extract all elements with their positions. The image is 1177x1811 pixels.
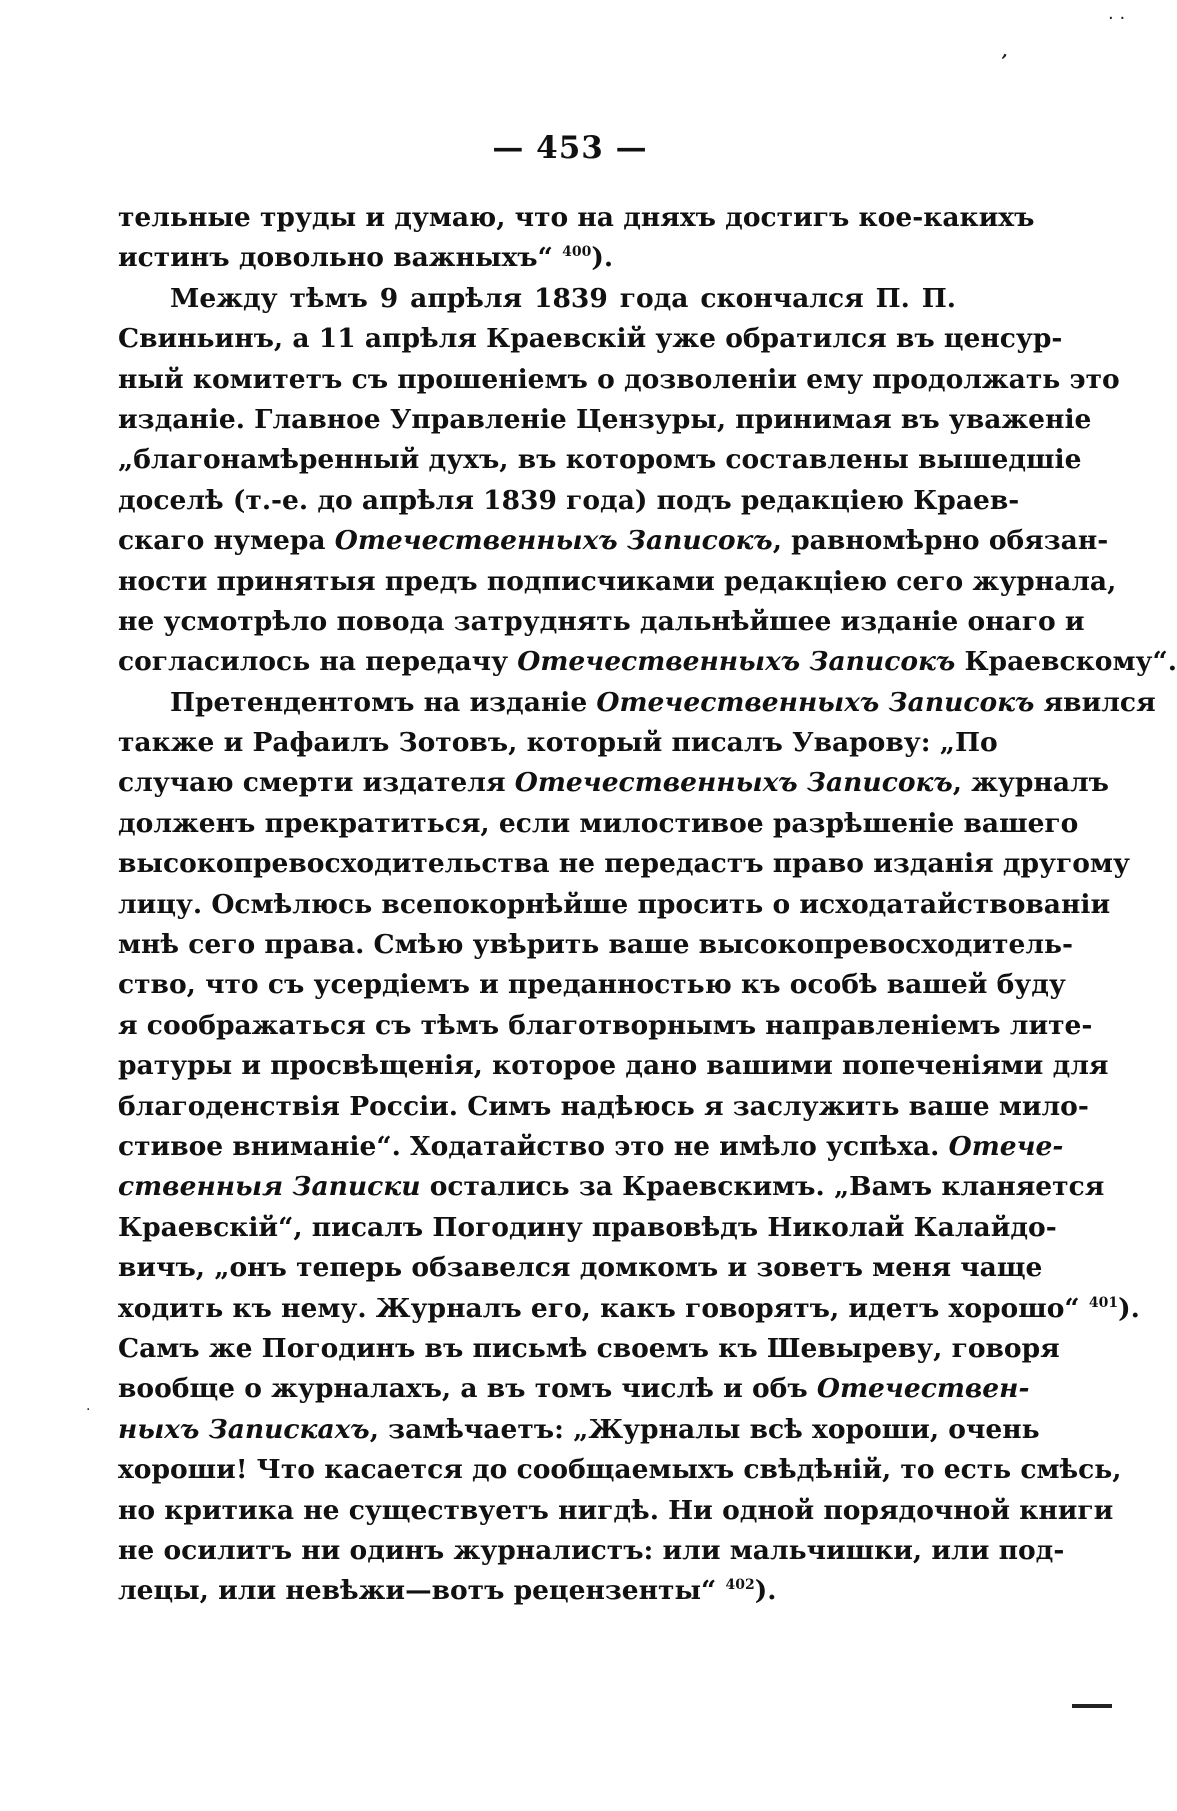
scan-speck: · — [86, 1402, 91, 1418]
text-line — [118, 602, 1085, 642]
text-line — [118, 1410, 1040, 1450]
scan-speck: · · — [1108, 8, 1126, 29]
text-run: я соображаться съ тѣмъ благотворнымъ направленіемъ лите- — [118, 1009, 1093, 1041]
text-run: Краевскій“, писалъ Погодину правовѣдъ Николай Калайдо- — [118, 1211, 1057, 1243]
text-run: ). — [1118, 1292, 1140, 1324]
text-run: ). — [591, 242, 614, 274]
text-line — [118, 562, 1117, 602]
text-run: Претендентомъ на изданіе — [170, 686, 597, 718]
text-run: „благонамѣренный духъ, въ которомъ составлены вышедшіе — [118, 444, 1082, 476]
footnote-ref: 400 — [562, 244, 592, 261]
text-line — [118, 238, 956, 278]
text-line — [118, 360, 1120, 400]
text-line — [118, 400, 1092, 440]
text-line — [118, 198, 1035, 238]
footnote-ref: 401 — [1088, 1294, 1119, 1311]
text-run: истинъ довольно важныхъ“ — [118, 242, 563, 274]
text-line — [118, 683, 1156, 723]
text-line — [118, 723, 998, 763]
text-run: ство, что съ усердіемъ и преданностью къ особѣ вашей буду — [118, 969, 1066, 1001]
text-run: ратуры и просвѣщенія, которое дано вашими попеченіями для — [118, 1050, 1109, 1082]
text-line — [118, 804, 1079, 844]
scan-mark: , — [998, 37, 1015, 64]
text-line — [118, 1046, 1109, 1086]
text-run: остались за Краевскимъ. „Вамъ кланяется — [420, 1171, 1105, 1203]
text-run: хороши! Что касается до сообщаемыхъ свѣдѣній, то есть смѣсь, — [118, 1454, 1122, 1486]
text-line — [118, 481, 1020, 521]
text-run: доселѣ (т.-е. до апрѣля 1839 года) подъ редакціею Краев- — [118, 484, 1020, 516]
text-run: вообще о журналахъ, а въ томъ числѣ и объ — [118, 1373, 817, 1405]
footnote-ref: 402 — [725, 1577, 755, 1594]
text-run: ). — [754, 1575, 777, 1607]
italic-title: Отечествен- — [816, 1373, 1030, 1405]
text-line — [118, 521, 1109, 561]
italic-title: Отечественныхъ Записокъ — [514, 767, 953, 799]
scan-dash-mark — [1072, 1704, 1112, 1708]
text-run: , журналъ — [952, 767, 1110, 799]
text-line — [118, 319, 1063, 359]
body-text — [118, 198, 1177, 1612]
text-line — [118, 279, 956, 319]
text-run: высокопревосходительства не передастъ право изданія другому — [118, 848, 1130, 880]
text-line — [118, 1087, 1089, 1127]
text-run: скаго нумера — [118, 525, 335, 557]
text-line — [118, 1167, 1105, 1207]
text-run: Свиньинъ, а 11 апрѣля Краевскій уже обратился въ ценсур- — [118, 323, 1063, 355]
text-run: лецы, или невѣжи—вотъ рецензенты“ — [118, 1575, 726, 1607]
text-run: Самъ же Погодинъ въ письмѣ своемъ къ Шевыреву, говоря — [118, 1332, 1060, 1364]
text-run: не усмотрѣло повода затруднять дальнѣйшее изданіе онаго и — [118, 605, 1085, 637]
text-run: ходить къ нему. Журналъ его, какъ говорятъ, идетъ хорошо“ — [118, 1292, 1089, 1324]
text-line — [118, 1006, 1093, 1046]
text-run: ный комитетъ съ прошеніемъ о дозволеніи ему продолжать это — [118, 363, 1120, 395]
text-line — [118, 440, 1082, 480]
italic-title: Отечественныхъ Записокъ — [334, 525, 773, 557]
text-line — [118, 1208, 1057, 1248]
text-line — [118, 763, 1110, 803]
text-run: вичъ, „онъ теперь обзавелся домкомъ и зоветъ меня чаще — [118, 1252, 1043, 1284]
text-line — [118, 1369, 1030, 1409]
text-run: , замѣчаетъ: „Журналы всѣ хороши, очень — [369, 1413, 1040, 1445]
text-run: согласилось на передачу — [118, 646, 518, 678]
text-run: долженъ прекратиться, если милостивое разрѣшеніе вашего — [118, 807, 1079, 839]
text-line — [118, 1491, 1114, 1531]
text-run: , равномѣрно обязан- — [772, 525, 1109, 557]
italic-title: Отече- — [948, 1130, 1064, 1162]
text-line — [118, 1289, 1140, 1329]
text-run: мнѣ сего права. Смѣю увѣрить ваше высокопревосходитель- — [118, 929, 1074, 961]
text-run: явился — [1034, 686, 1156, 718]
text-run: стивое вниманіе“. Ходатайство это не имѣло успѣха. — [118, 1130, 949, 1162]
text-run: лицу. Осмѣлюсь всепокорнѣйше просить о исходатайствованіи — [118, 888, 1111, 920]
text-line — [118, 1127, 1064, 1167]
page-number: — 453 — — [492, 130, 648, 166]
text-line — [118, 1248, 1043, 1288]
text-run: случаю смерти издателя — [118, 767, 515, 799]
text-line — [118, 885, 1111, 925]
text-run: изданіе. Главное Управленіе Цензуры, принимая въ уваженіе — [118, 403, 1092, 435]
italic-title: ственныя Записки — [118, 1171, 421, 1203]
text-run: благоденствія Россіи. Симъ надѣюсь я заслужить ваше мило- — [118, 1090, 1089, 1122]
text-line — [118, 925, 1074, 965]
text-run: ности принятыя предъ подписчиками редакціею сего журнала, — [118, 565, 1117, 597]
text-run: тельные труды и думаю, что на дняхъ достигъ кое-какихъ — [118, 202, 1035, 233]
text-line — [118, 965, 1066, 1005]
text-run: Краевскому“. — [955, 646, 1177, 678]
text-line — [118, 1450, 1122, 1490]
italic-title: ныхъ Запискахъ — [118, 1413, 370, 1445]
text-run: также и Рафаилъ Зотовъ, который писалъ Уварову: „По — [118, 727, 998, 759]
text-line — [118, 1531, 1065, 1571]
italic-title: Отечественныхъ Записокъ — [596, 686, 1035, 718]
text-line — [118, 642, 1177, 682]
text-line — [118, 1571, 956, 1611]
text-line — [118, 1329, 1060, 1369]
italic-title: Отечественныхъ Записокъ — [517, 646, 956, 678]
text-run: Между тѣмъ 9 апрѣля 1839 года скончался П. П. — [170, 282, 956, 314]
text-run: но критика не существуетъ нигдѣ. Ни одной порядочной книги — [118, 1494, 1114, 1526]
text-line — [118, 844, 1130, 884]
text-run: не осилитъ ни одинъ журналистъ: или мальчишки, или под- — [118, 1534, 1065, 1566]
